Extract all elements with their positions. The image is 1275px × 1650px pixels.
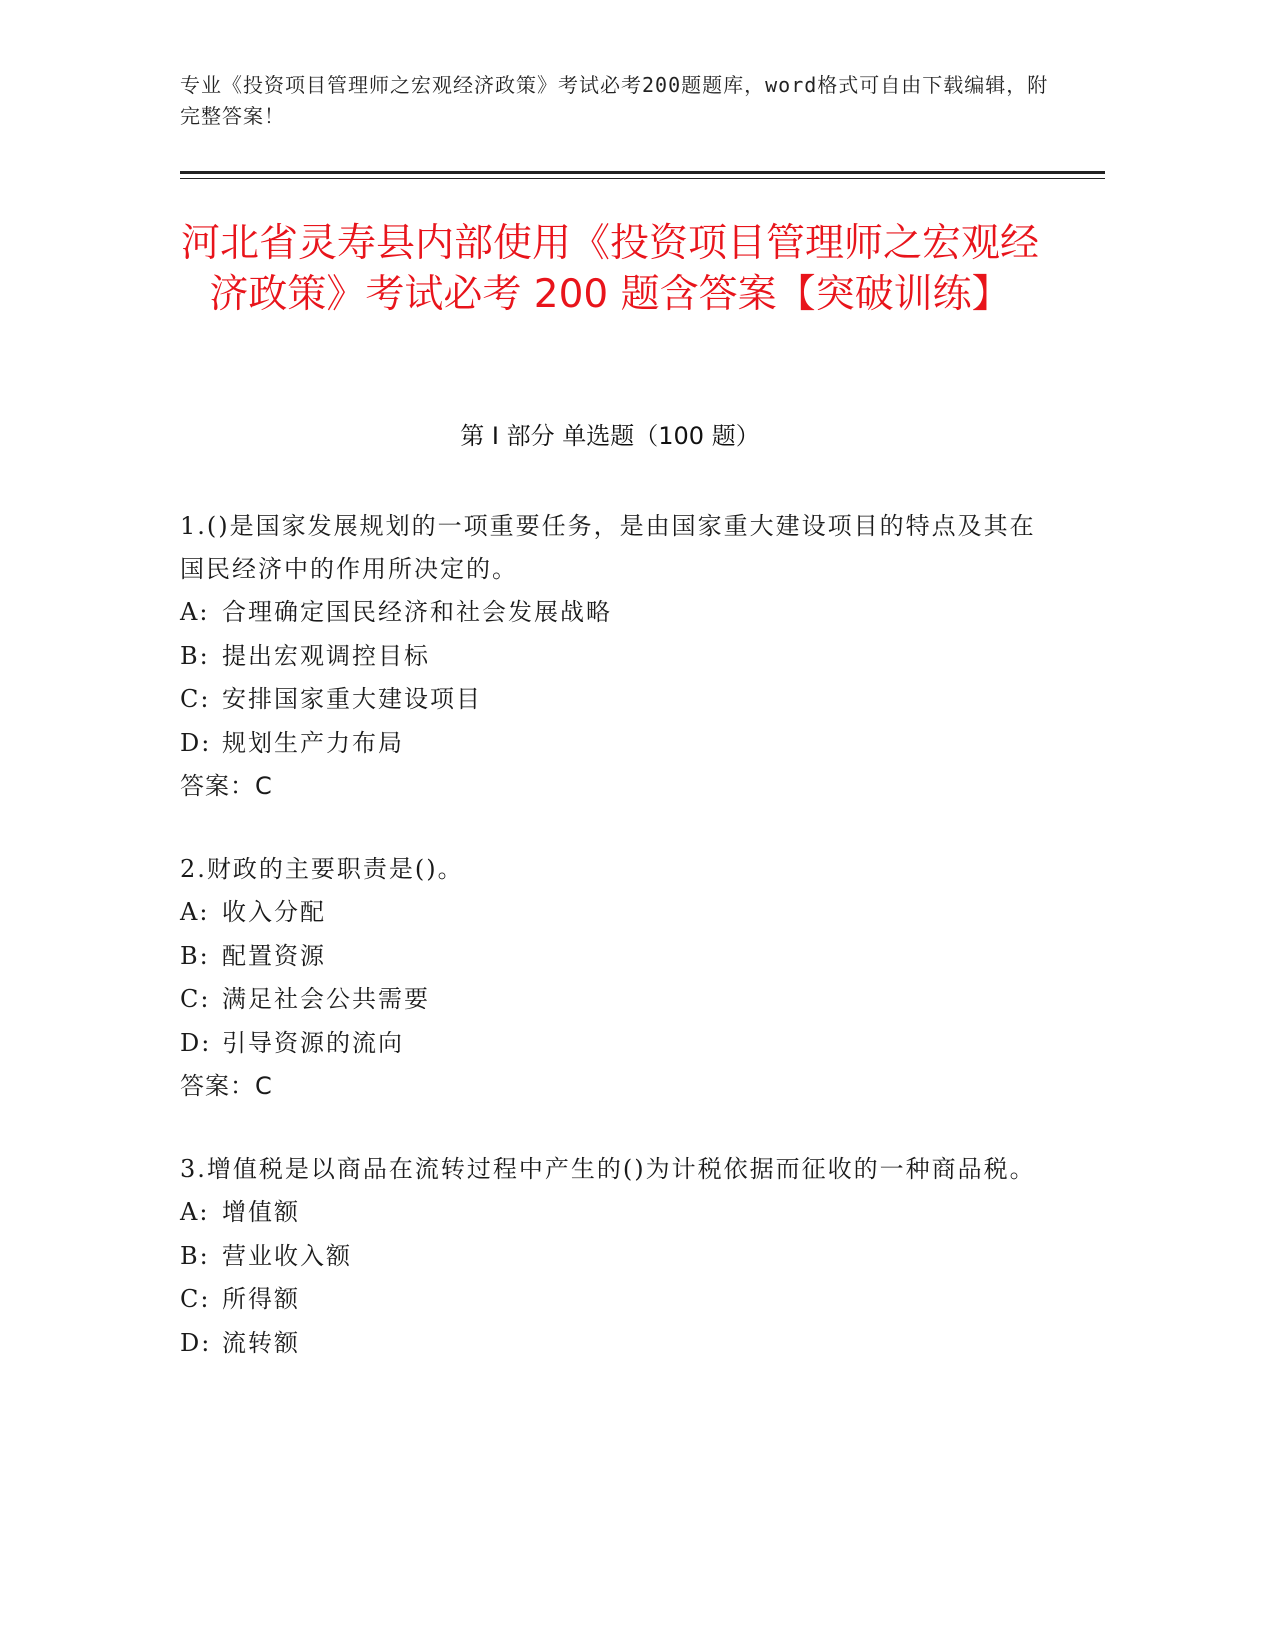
question-3 <box>180 1148 1040 1365</box>
option-letter: A: <box>180 1198 210 1226</box>
option-letter: D: <box>180 728 212 757</box>
question-1 <box>180 505 1040 808</box>
option-letter: A: <box>180 598 210 626</box>
option-text: 收入分配 <box>222 898 326 926</box>
answer-line: 答案：C <box>180 1072 273 1100</box>
option-text: 安排国家重大建设项目 <box>222 685 482 713</box>
question-stem: 1.()是国家发展规划的一项重要任务，是由国家重大建设项目的特点及其在国民经济中的作用所决定的。 <box>180 512 1036 583</box>
option-letter: D: <box>180 1328 212 1357</box>
option-text: 合理确定国民经济和社会发展战略 <box>222 598 612 626</box>
section-heading: 第 I 部分 单选题（100 题） <box>460 422 760 450</box>
option-text: 配置资源 <box>222 941 326 970</box>
header-rule-thin <box>180 178 1105 179</box>
header-rule-thick <box>180 171 1105 174</box>
option-letter: C: <box>180 685 211 713</box>
option-text: 引导资源的流向 <box>222 1028 404 1057</box>
option-text: 营业收入额 <box>222 1241 352 1270</box>
option-a <box>180 591 1040 635</box>
question-2 <box>180 848 1040 1108</box>
option-text: 规划生产力布局 <box>222 728 404 757</box>
option-text: 提出宏观调控目标 <box>222 641 430 670</box>
option-letter: B: <box>180 941 210 970</box>
option-text: 增值额 <box>222 1198 300 1226</box>
option-text: 所得额 <box>222 1285 300 1313</box>
header-note: 专业《投资项目管理师之宏观经济政策》考试必考200题题库，word格式可自由下载编辑，附完整答案！ <box>180 73 1049 128</box>
option-letter: C: <box>180 1285 211 1313</box>
option-d <box>180 722 1040 766</box>
option-c <box>180 1278 1040 1322</box>
option-letter: B: <box>180 1241 210 1270</box>
option-a <box>180 1191 1040 1235</box>
question-stem: 2.财政的主要职责是()。 <box>180 855 464 883</box>
option-text: 满足社会公共需要 <box>222 985 430 1013</box>
option-letter: C: <box>180 985 211 1013</box>
option-b <box>180 1235 1040 1279</box>
option-letter: D: <box>180 1028 212 1057</box>
option-c <box>180 978 1040 1022</box>
option-c <box>180 678 1040 722</box>
option-letter: A: <box>180 898 210 926</box>
option-letter: B: <box>180 641 210 670</box>
question-list <box>180 505 1040 1405</box>
document-title: 河北省灵寿县内部使用《投资项目管理师之宏观经济政策》考试必考 200 题含答案【突破训练】 <box>180 221 1039 317</box>
answer-line: 答案：C <box>180 772 273 800</box>
option-a <box>180 891 1040 935</box>
option-b <box>180 935 1040 979</box>
option-d <box>180 1022 1040 1066</box>
option-b <box>180 635 1040 679</box>
option-d <box>180 1322 1040 1366</box>
option-text: 流转额 <box>222 1328 300 1357</box>
question-stem: 3.增值税是以商品在流转过程中产生的()为计税依据而征收的一种商品税。 <box>180 1155 1036 1183</box>
